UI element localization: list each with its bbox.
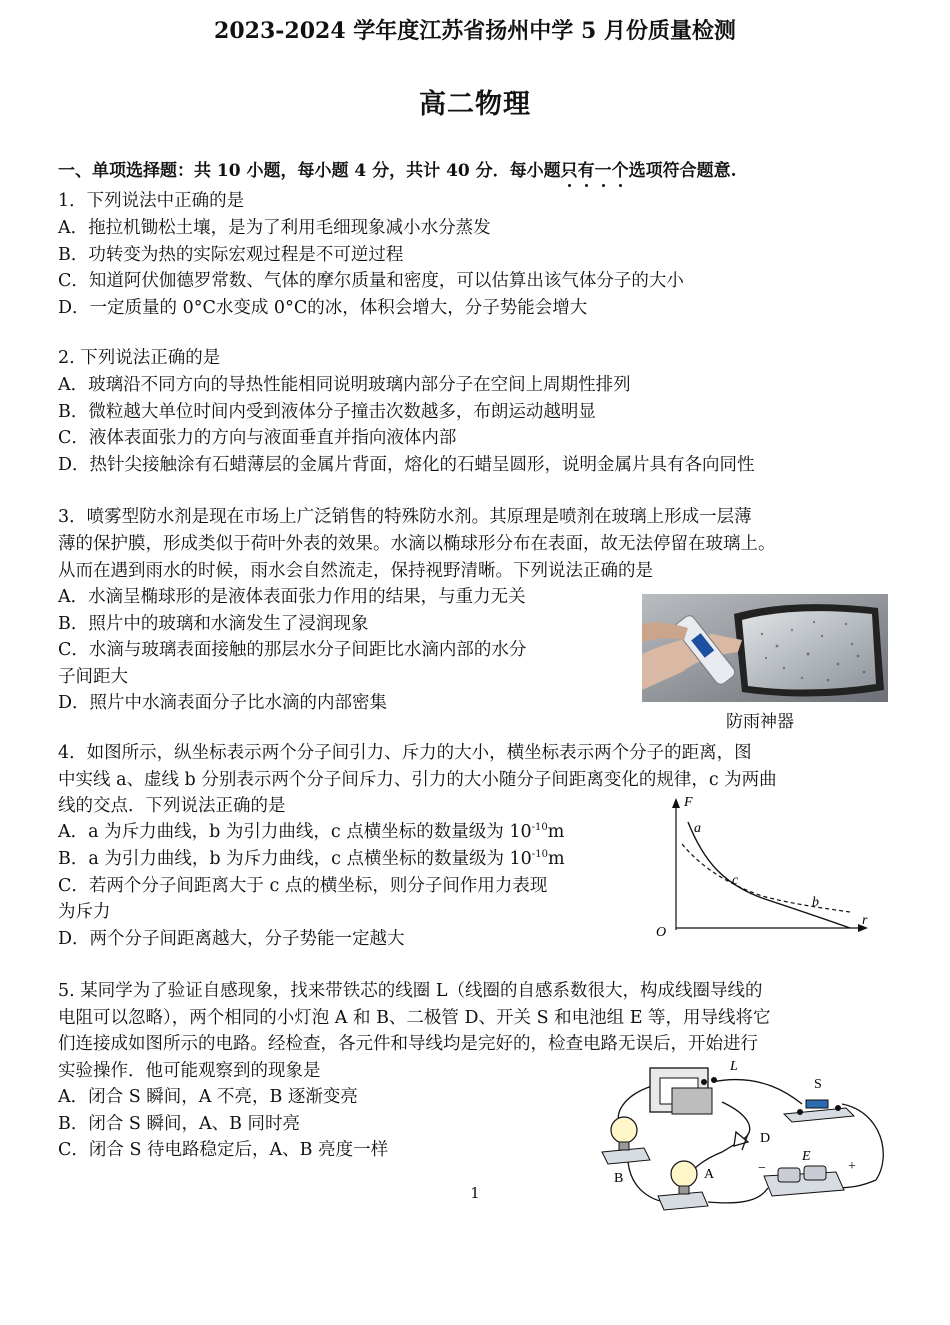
photo-caption: 防雨神器 <box>726 712 794 732</box>
q1-option-b: B．功转变为热的实际宏观过程是不可逆过程 <box>58 245 404 265</box>
origin-label: O <box>656 925 667 940</box>
q4-option-a: A．a 为斥力曲线，b 为引力曲线，c 点横坐标的数量级为 $10^{-10}m$ <box>58 822 565 842</box>
q4-option-d: D．两个分子间距离越大，分子势能一定越大 <box>58 929 405 949</box>
wire <box>712 1080 802 1104</box>
emphasis-char: 一 <box>594 161 612 181</box>
q4-option-c-cont: 为斥力 <box>58 902 111 922</box>
exam-title: 2023-2024 学年度江苏省扬州中学 5 月份质量检测 <box>214 18 736 44</box>
label-S: S <box>814 1077 822 1092</box>
subject-title: 高二物理 <box>419 89 531 120</box>
q5-stem-line3: 们连接成如图所示的电路。经检查，各元件和导线均是完好的，检查电路无误后，开始进行 <box>58 1034 758 1054</box>
bulb-b <box>602 1117 650 1164</box>
q5-option-b: B．闭合 S 瞬间，A、B 同时亮 <box>58 1114 301 1134</box>
q2-option-d: D．热针尖接触涂有石蜡薄层的金属片背面，熔化的石蜡呈圆形，说明金属片具有各向同性 <box>58 455 755 475</box>
label-minus: − <box>758 1161 766 1176</box>
emphasis-char: 只 <box>560 161 578 181</box>
q2-option-a: A．玻璃沿不同方向的导热性能相同说明玻璃内部分子在空间上周期性排列 <box>58 375 631 395</box>
page-number: 1 <box>470 1184 480 1202</box>
inductor-coil <box>650 1068 717 1114</box>
q2-stem: 2. 下列说法正确的是 <box>58 348 221 368</box>
q5-option-a: A．闭合 S 瞬间，A 不亮，B 逐渐变亮 <box>58 1087 358 1107</box>
y-axis-arrow <box>672 798 680 808</box>
section-heading: 一、单项选择题：共 10 小题，每小题 4 分，共计 40 分．每小题只有一个选项符合题意. <box>58 161 737 181</box>
q4-stem-line2: 中实线 a、虚线 b 分别表示两个分子间斥力、引力的大小随分子间距离变化的规律，c 为两曲 <box>58 770 777 790</box>
q3-stem-line2: 薄的保护膜，形成类似于荷叶外表的效果。水滴以椭球形分布在表面，故无法停留在玻璃上。 <box>58 534 776 554</box>
q1-stem: 1．下列说法中正确的是 <box>58 191 245 211</box>
q2-option-c: C．液体表面张力的方向与液面垂直并指向液体内部 <box>58 428 457 448</box>
emphasis-char: 有 <box>577 161 595 181</box>
curve-a-label: a <box>694 821 701 836</box>
label-E: E <box>802 1149 811 1164</box>
q1-option-a: A．拖拉机锄松土壤，是为了利用毛细现象减小水分蒸发 <box>58 218 491 238</box>
q3-option-c-cont: 子间距大 <box>58 667 128 687</box>
diode <box>734 1132 748 1150</box>
q5-stem-line4: 实验操作．他可能观察到的现象是 <box>58 1061 321 1081</box>
label-B: B <box>614 1171 624 1186</box>
q4-stem-line1: 4．如图所示，纵坐标表示两个分子间引力、斥力的大小，横坐标表示两个分子的距离，图 <box>58 743 752 763</box>
q3-option-c: C．水滴与玻璃表面接触的那层水分子间距比水滴内部的水分 <box>58 640 527 660</box>
rain-spray-photo <box>642 594 888 702</box>
q3-stem-line3: 从而在遇到雨水的时候，雨水会自然流走，保持视野清晰。下列说法正确的是 <box>58 561 653 581</box>
q3-option-a: A．水滴呈椭球形的是液体表面张力作用的结果，与重力无关 <box>58 587 526 607</box>
point-c-label: c <box>732 873 739 888</box>
axis-label-y: F <box>684 795 693 810</box>
curve-b-label: b <box>812 895 819 910</box>
label-L: L <box>730 1059 738 1074</box>
molecular-force-graph <box>652 792 878 940</box>
q5-stem-line1: 5. 某同学为了验证自感现象，找来带铁芯的线圈 L（线圈的自感系数很大，构成线圈导线的 <box>58 981 763 1001</box>
emphasis-char: 个 <box>611 161 629 181</box>
q5-stem-line2: 电阻可以忽略），两个相同的小灯泡 A 和 B、二极管 D、开关 S 和电池组 E 等，用导线将它 <box>58 1008 771 1028</box>
switch <box>784 1100 854 1122</box>
q1-option-d: D．一定质量的 0°C水变成 0°C的冰，体积会增大，分子势能会增大 <box>58 298 588 318</box>
q4-option-b: B．a 为引力曲线，b 为斥力曲线，c 点横坐标的数量级为 $10^{-10}m$ <box>58 849 565 869</box>
q5-option-c: C．闭合 S 待电路稳定后，A、B 亮度一样 <box>58 1140 389 1160</box>
q4-option-c: C．若两个分子间距离大于 c 点的横坐标，则分子间作用力表现 <box>58 876 548 896</box>
q3-stem-line1: 3．喷雾型防水剂是现在市场上广泛销售的特殊防水剂。其原理是喷剂在玻璃上形成一层薄 <box>58 507 752 527</box>
axis-label-x: r <box>862 913 868 928</box>
curve-a <box>688 822 850 928</box>
label-D: D <box>760 1131 771 1146</box>
label-plus: + <box>848 1159 856 1174</box>
q3-option-b: B．照片中的玻璃和水滴发生了浸润现象 <box>58 614 369 634</box>
curve-b <box>682 844 850 912</box>
q4-stem-line3: 线的交点．下列说法正确的是 <box>58 796 286 816</box>
label-A: A <box>704 1167 715 1182</box>
q1-option-c: C．知道阿伏伽德罗常数、气体的摩尔质量和密度，可以估算出该气体分子的大小 <box>58 271 684 291</box>
q3-option-d: D．照片中水滴表面分子比水滴的内部密集 <box>58 693 388 713</box>
q2-option-b: B．微粒越大单位时间内受到液体分子撞击次数越多，布朗运动越明显 <box>58 402 596 422</box>
